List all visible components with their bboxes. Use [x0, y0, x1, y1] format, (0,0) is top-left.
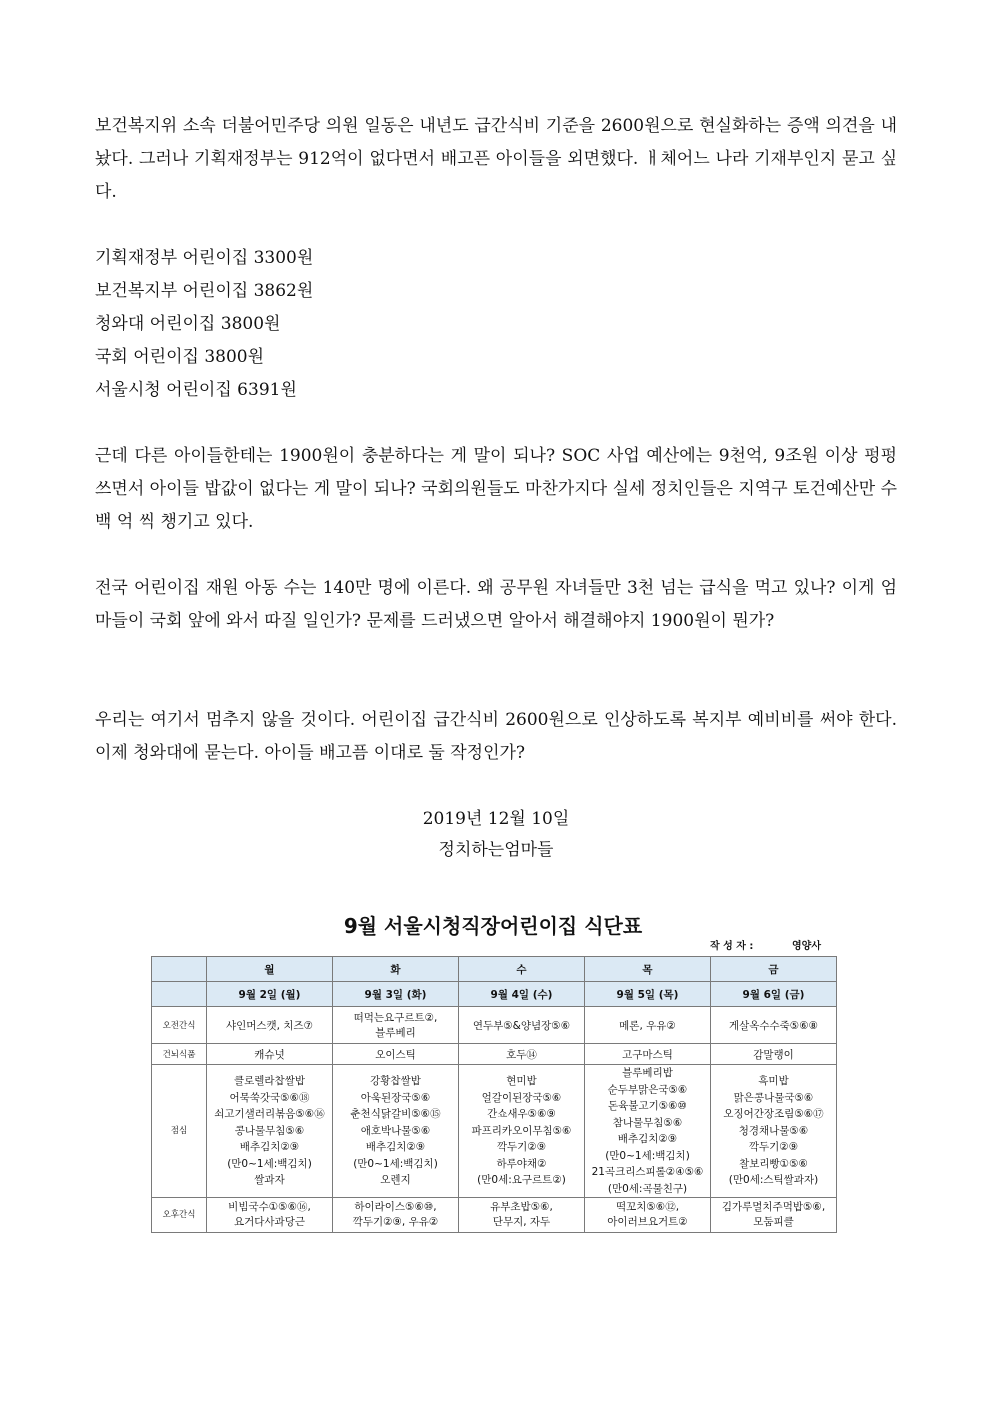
menu-item: 게살옥수수죽⑤⑥⑧ [728, 1019, 819, 1032]
menu-item: 비빔국수①⑤⑥⑯, [228, 1201, 311, 1213]
menu-item: 찰보리빵①⑤⑥ [739, 1157, 808, 1170]
menu-item: 21곡크리스피롤②④⑤⑥ [591, 1166, 704, 1178]
menu-item: 연두부⑤&양념장⑤⑥ [472, 1019, 571, 1032]
menu-item: 아욱된장국⑤⑥ [360, 1091, 431, 1104]
menu-item: 강황찹쌀밥 [370, 1075, 421, 1088]
menu-item: 깍두기②⑨ [748, 1141, 799, 1154]
day-header: 화 [333, 957, 459, 982]
date-header: 9월 2일 (월) [207, 982, 333, 1007]
cost-list-item: 국회 어린이집 3800원 [95, 347, 265, 367]
paragraph-2: 근데 다른 아이들한테는 1900원이 충분하다는 게 말이 되나? SOC 사업 예산에는 9천억, 9조원 이상 펑펑 쓰면서 아이들 밥값이 없다는 게 말이 되나? 국회의원들도 마찬가지다 실세 정치인들은 지역구 토건예산만 수 백 억 씩 챙기고 있다. [95, 446, 897, 532]
menu-item: 콩나물무침⑤⑥ [234, 1124, 305, 1137]
menu-cell [711, 1007, 837, 1044]
menu-item: 참나물무침⑤⑥ [612, 1116, 683, 1129]
cost-list-item: 보건복지부 어린이집 3862원 [95, 281, 314, 301]
menu-item: 깍두기②⑨, 우유② [352, 1216, 439, 1228]
menu-cell [333, 1007, 459, 1044]
cost-list-item: 기획재정부 어린이집 3300원 [95, 248, 314, 268]
menu-cell [585, 1007, 711, 1044]
menu-item: 모둠피클 [753, 1216, 794, 1228]
menu-cell [459, 1198, 585, 1233]
menu-item: (만0~1세:백김치) [605, 1149, 690, 1162]
lunch-row [152, 1065, 837, 1198]
menu-item: 김가루멸치주먹밥⑤⑥, [721, 1201, 826, 1213]
menu-cell [711, 1198, 837, 1233]
menu-item: 블루베리 [375, 1027, 416, 1039]
menu-item: 쇠고기샐러리볶음⑤⑥⑯ [214, 1108, 325, 1121]
paragraph-3: 전국 어린이집 재원 아동 수는 140만 명에 이른다. 왜 공무원 자녀들만 3천 넘는 급식을 먹고 있나? 이게 엄마들이 국회 앞에 와서 따질 일인가? 문제를 드러냈으면 알아서 해결해야지 1900원이 뭔가? [95, 578, 897, 631]
menu-item: 돈육불고기⑤⑥⑩ [608, 1100, 687, 1112]
menu-item: 얼갈이된장국⑤⑥ [481, 1091, 562, 1104]
menu-item: 아이러브요거트② [607, 1216, 688, 1228]
menu-item: 파프리카오이무침⑤⑥ [471, 1124, 572, 1137]
menu-item: 순두부맑은국⑤⑥ [607, 1083, 688, 1096]
menu-item: 오렌지 [380, 1174, 411, 1187]
menu-cell [585, 1065, 711, 1198]
paragraph-1: 보건복지위 소속 더불어민주당 의원 일동은 내년도 급간식비 기준을 2600원으로 현실화하는 증액 의견을 내놨다. 그러나 기획재정부는 912억이 없다면서 배고픈 아이들을 외면했다. ㅐ체어느 나라 기재부인지 묻고 싶다. [95, 116, 897, 202]
date-header-row [152, 982, 837, 1007]
menu-item: 블루베리밥 [622, 1067, 673, 1079]
menu-item: 간쇼새우⑤⑥⑨ [487, 1108, 556, 1121]
menu-item: 클로렐라찹쌀밥 [233, 1075, 305, 1088]
day-header: 금 [711, 957, 837, 982]
menu-cell [711, 1065, 837, 1198]
menu-item: 흑미밥 [758, 1075, 789, 1088]
menu-cell: 호두⑭ [459, 1044, 585, 1065]
cost-list-item: 서울시청 어린이집 6391원 [95, 380, 297, 400]
menu-item: 춘천식닭갈비⑤⑥⑮ [350, 1108, 441, 1121]
menu-item: 오징어간장조림⑤⑥⑰ [723, 1108, 824, 1121]
menu-item: (만0세:곡물친구) [607, 1182, 688, 1195]
menu-item: 메론, 우유② [619, 1019, 676, 1032]
menu-cell [207, 1198, 333, 1233]
menu-cell: 캐슈넛 [207, 1044, 333, 1065]
corner-cell [152, 957, 207, 982]
menu-cell: 고구마스틱 [585, 1044, 711, 1065]
menu-cell [333, 1198, 459, 1233]
day-header: 목 [585, 957, 711, 982]
menu-cell: 감말랭이 [711, 1044, 837, 1065]
cost-list [95, 242, 897, 407]
menu-item: 배추김치②⑨ [365, 1141, 426, 1154]
menu-item: 단무지, 자두 [492, 1216, 551, 1228]
cost-list-item: 청와대 어린이집 3800원 [95, 314, 281, 334]
menu-item: 청경채나물⑤⑥ [738, 1124, 809, 1137]
menu-item: 떡꼬치⑤⑥⑫, [615, 1201, 680, 1213]
author-label: 작 성 자 : [710, 941, 754, 952]
menu-cell [459, 1065, 585, 1198]
row-label: 건뇌식품 [152, 1044, 207, 1065]
menu-item: 하루야채② [496, 1157, 547, 1170]
menu-item: 샤인머스캣, 치즈⑦ [225, 1019, 314, 1032]
menu-title: 9월 서울시청직장어린이집 식단표 [343, 914, 643, 938]
paragraph-4: 우리는 여기서 멈추지 않을 것이다. 어린이집 급간식비 2600원으로 인상하도록 복지부 예비비를 써야 한다. 이제 청와대에 묻는다. 아이들 배고픔 이대로 둘 작정인가? [95, 710, 897, 763]
pm-snack-row [152, 1198, 837, 1233]
menu-item: 배추김치②⑨ [239, 1141, 300, 1154]
author-value: 영양사 [792, 941, 821, 952]
menu-cell [207, 1007, 333, 1044]
menu-item: 배추김치②⑨ [617, 1133, 678, 1145]
date-header: 9월 4일 (수) [459, 982, 585, 1007]
menu-table [151, 956, 837, 1233]
menu-item: 하이라이스⑤⑥⑩, [354, 1201, 437, 1213]
menu-cell [585, 1198, 711, 1233]
menu-item: (만0세:스틱쌀과자) [728, 1174, 819, 1187]
day-header-row [152, 957, 837, 982]
menu-item: 어묵쑥갓국⑤⑥⑱ [229, 1091, 310, 1104]
row-label: 오전간식 [152, 1007, 207, 1044]
row-label: 오후간식 [152, 1198, 207, 1233]
menu-item: 떠먹는요구르트②, [353, 1012, 438, 1024]
date-header: 9월 5일 (목) [585, 982, 711, 1007]
menu-cell [459, 1007, 585, 1044]
menu-item: (만0~1세:백김치) [227, 1157, 312, 1170]
menu-item: (만0세:요구르트②) [477, 1174, 566, 1187]
menu-item: (만0~1세:백김치) [353, 1157, 438, 1170]
am-snack-row [152, 1007, 837, 1044]
menu-item: 맑은콩나물국⑤⑥ [733, 1091, 814, 1104]
day-header: 수 [459, 957, 585, 982]
menu-cell: 오이스틱 [333, 1044, 459, 1065]
menu-item: 깍두기②⑨ [496, 1141, 547, 1154]
menu-item: 쌀과자 [254, 1174, 285, 1187]
row-label: 점심 [152, 1065, 207, 1198]
signature-block [0, 804, 992, 866]
signature-author: 정치하는엄마들 [438, 840, 554, 860]
day-header: 월 [207, 957, 333, 982]
signature-date: 2019년 12월 10일 [422, 809, 570, 829]
corner-cell [152, 982, 207, 1007]
menu-item: 요거다사과당근 [233, 1216, 305, 1228]
brain-food-row [152, 1044, 837, 1065]
date-header: 9월 3일 (화) [333, 982, 459, 1007]
date-header: 9월 6일 (금) [711, 982, 837, 1007]
menu-item: 유부초밥⑤⑥, [490, 1201, 553, 1213]
menu-cell [333, 1065, 459, 1198]
menu-item: 현미밥 [506, 1075, 537, 1088]
menu-cell [207, 1065, 333, 1198]
menu-item: 애호박나물⑤⑥ [360, 1124, 431, 1137]
